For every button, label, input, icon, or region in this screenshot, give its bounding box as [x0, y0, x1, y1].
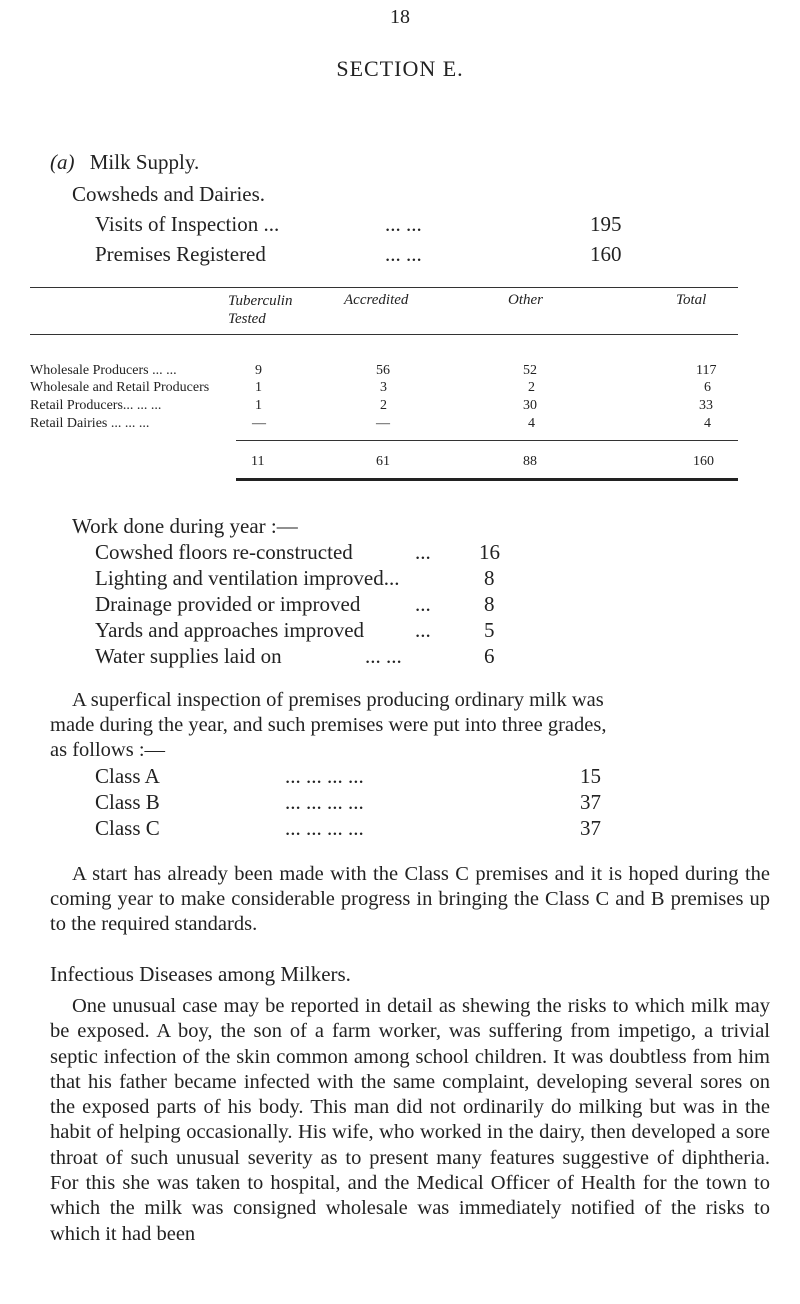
grade-dots: ... ... ... ...: [285, 764, 364, 788]
row-total: 33: [699, 398, 713, 413]
infectious-paragraph: [50, 994, 770, 1247]
progress-paragraph-text: A start has already been made with the Class C premises and it is hoped during the coming year to make considerable progress in bringing the Class C and B premises up to the required standards.: [50, 863, 770, 935]
grade-label: Class B: [95, 790, 160, 814]
premises-dots: ... ...: [385, 242, 422, 266]
table-top-rule: [30, 287, 738, 288]
premises-label: Premises Registered: [95, 242, 266, 266]
row-tuberculin: 1: [255, 380, 262, 395]
milk-supply-heading: [50, 150, 199, 175]
row-other: 30: [523, 398, 537, 413]
work-item-value: 8: [484, 592, 495, 616]
row-tuberculin: 1: [255, 398, 262, 413]
row-tuberculin: —: [252, 416, 266, 431]
work-item-label: Cowshed floors re-constructed: [95, 540, 353, 564]
header-tuberculin-line1: Tuberculin: [228, 293, 293, 309]
row-other: 2: [528, 380, 535, 395]
row-accredited: —: [376, 416, 390, 431]
visits-label: Visits of Inspection ...: [95, 212, 280, 236]
header-total: Total: [676, 292, 707, 308]
grade-label: Class C: [95, 816, 160, 840]
row-other: 52: [523, 363, 537, 378]
header-tuberculin-line2: Tested: [228, 311, 266, 327]
visits-dots: ... ...: [385, 212, 422, 236]
total-accredited: 61: [376, 454, 390, 469]
grade-dots: ... ... ... ...: [285, 816, 364, 840]
work-item-label: Lighting and ventilation improved...: [95, 566, 400, 590]
premises-value: 160: [590, 242, 622, 266]
grade-value: 15: [580, 764, 601, 788]
grade-value: 37: [580, 816, 601, 840]
row-other: 4: [528, 416, 535, 431]
work-item-label: Drainage provided or improved: [95, 592, 361, 616]
row-accredited: 56: [376, 363, 390, 378]
row-label: Wholesale and Retail Producers: [30, 380, 210, 395]
infectious-heading: Infectious Diseases among Milkers.: [50, 962, 351, 986]
header-tuberculin: [228, 292, 292, 328]
work-item-value: 5: [484, 618, 495, 642]
header-accredited: Accredited: [344, 292, 409, 308]
row-total: 4: [704, 416, 711, 431]
work-item-dots: ...: [415, 592, 431, 616]
row-accredited: 3: [380, 380, 387, 395]
milk-supply-marker: (a): [50, 150, 75, 174]
totals-top-rule: [236, 440, 738, 441]
work-item-dots: ...: [415, 618, 431, 642]
progress-paragraph: [50, 862, 770, 937]
total-other: 88: [523, 454, 537, 469]
row-accredited: 2: [380, 398, 387, 413]
total-tuberculin: 11: [251, 454, 265, 469]
grades-intro-line: made during the year, and such premises were put into three grades,: [50, 714, 607, 736]
table-header-rule: [30, 334, 738, 335]
work-item-dots: ... ...: [365, 644, 402, 668]
cowsheds-subheading: Cowsheds and Dairies.: [72, 182, 266, 206]
table-bottom-rule: [236, 478, 738, 481]
work-item-value: 8: [484, 566, 495, 590]
milk-supply-title: Milk Supply.: [89, 150, 200, 174]
grades-intro: [50, 688, 770, 763]
work-item-label: Yards and approaches improved: [95, 618, 365, 642]
row-label: Wholesale Producers ... ...: [30, 363, 177, 378]
header-other: Other: [508, 292, 543, 308]
row-label: Retail Producers... ... ...: [30, 398, 162, 413]
work-item-label: Water supplies laid on: [95, 644, 282, 668]
work-item-value: 16: [479, 540, 500, 564]
row-total: 117: [696, 363, 717, 378]
row-label: Retail Dairies ... ... ...: [30, 416, 150, 431]
grade-value: 37: [580, 790, 601, 814]
page-number: 18: [390, 6, 410, 28]
total-total: 160: [693, 454, 714, 469]
work-item-value: 6: [484, 644, 495, 668]
work-done-heading: Work done during year :—: [72, 514, 298, 538]
row-total: 6: [704, 380, 711, 395]
grade-dots: ... ... ... ...: [285, 790, 364, 814]
grades-intro-line: A superfical inspection of premises producing ordinary milk was: [72, 689, 604, 711]
infectious-paragraph-text: One unusual case may be reported in detail as shewing the risks to which milk may be exposed. A boy, the son of a farm worker, was suffering from impetigo, a trivial septic infection of the skin common among school children. It was doubtless from him that his father became infected with the same complaint, developing several sores on the exposed parts of his body. This man did not ordinarily do milking but was in the habit of helping occasionally. His wife, who worked in the dairy, then developed a sore throat of such unusual severity as to present many features suggestive of diphtheria. For this she was taken to hospital, and the Medical Officer of Health for the town to which the milk was consigned wholesale was immediately notified of the risks to which it had been: [50, 995, 770, 1245]
grade-label: Class A: [95, 764, 160, 788]
section-title: SECTION E.: [336, 56, 464, 81]
visits-value: 195: [590, 212, 622, 236]
row-tuberculin: 9: [255, 363, 262, 378]
grades-intro-line: as follows :—: [50, 739, 166, 761]
work-item-dots: ...: [415, 540, 431, 564]
